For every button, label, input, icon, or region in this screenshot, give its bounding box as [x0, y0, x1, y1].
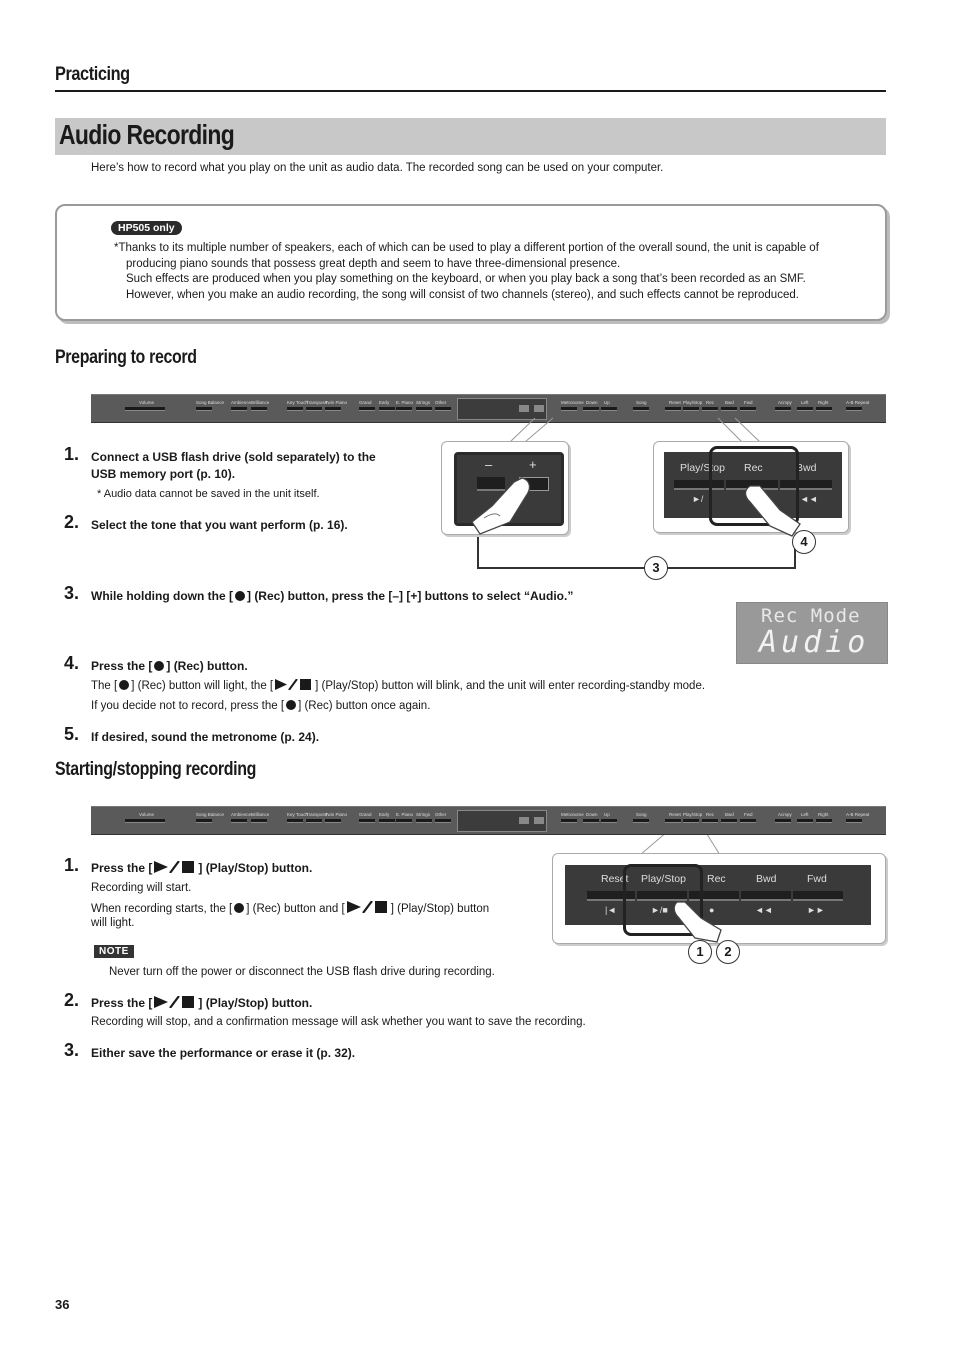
- step-text-line: [91, 658, 248, 675]
- lcd-line-2: Audio: [759, 625, 870, 660]
- marker-4: 4: [792, 530, 816, 554]
- step-number: 2.: [64, 512, 80, 532]
- panel-label-brilliance: Brilliance: [251, 812, 270, 817]
- panel-label-reset: Reset: [669, 812, 681, 817]
- rec-symbol: ●: [709, 905, 715, 915]
- model-badge: HP505 only: [111, 221, 182, 235]
- bwd-symbol: ◄◄: [755, 905, 773, 915]
- panel-button: [325, 819, 341, 823]
- step-note: * Audio data cannot be saved in the unit itself.: [97, 488, 320, 500]
- step-text: If desired, sound the metronome (p. 24).: [91, 730, 320, 744]
- panel-button: [816, 819, 832, 823]
- panel-label-fwd: Fwd: [744, 812, 753, 817]
- step-body-line: [91, 901, 489, 917]
- intro-text: Here’s how to record what you play on the unit as audio data. The recorded song can be used on your computer.: [91, 162, 664, 174]
- page-title: Audio Recording: [59, 119, 235, 150]
- fwd-label: Fwd: [807, 873, 827, 885]
- panel-label-ab-repeat: A-B Repeat: [846, 400, 870, 405]
- panel-button: [306, 819, 322, 823]
- panel-label-grand: Grand: [359, 812, 372, 817]
- panel-button: [740, 819, 756, 823]
- panel-label-other: Other: [435, 400, 447, 405]
- body-text: The [: [91, 680, 118, 692]
- panel-label-bwd: Bwd: [725, 812, 734, 817]
- step-text: Press the [: [91, 659, 153, 673]
- panel-label-left: Left: [801, 400, 809, 405]
- panel-label-epiano: E. Piano: [396, 812, 414, 817]
- panel-label-strings: Strings: [416, 400, 431, 405]
- lcd-display: [736, 602, 888, 664]
- panel-label-left: Left: [801, 812, 809, 817]
- panel-label-acmpy: Acmpy: [778, 400, 792, 405]
- play-stop-label: Play/Stop: [641, 873, 686, 885]
- panel-label-fwd: Fwd: [744, 400, 753, 405]
- reset-label: Reset: [601, 873, 629, 885]
- plus-label: +: [529, 457, 537, 472]
- note-line-2: producing piano sounds that possess great depth and seem to have three-dimensional presence.: [126, 258, 621, 270]
- panel-label-early: Early: [379, 812, 390, 817]
- lcd-line-1: Rec Mode: [761, 605, 861, 627]
- note-line-1: *Thanks to its multiple number of speakers, each of which can be used to play a different portion of the overall sound, the unit is capable of: [114, 242, 819, 254]
- body-text: ] (Rec) button and [: [246, 903, 345, 915]
- panel-label-song-balance: Song Balance: [196, 812, 225, 817]
- step-body-line: [91, 699, 430, 714]
- panel-label-song-balance: Song Balance: [196, 400, 225, 405]
- panel-label-twin-piano: Twin Piano: [325, 812, 348, 817]
- note-tag: NOTE: [94, 945, 134, 958]
- bwd-label: Bwd: [756, 873, 777, 885]
- panel-label-volume: Volume: [139, 812, 155, 817]
- panel-label-up: Up: [604, 400, 610, 405]
- panel-label-up: Up: [604, 812, 610, 817]
- callout-rec: [653, 441, 849, 533]
- fwd-symbol: ►►: [807, 905, 825, 915]
- finger-icon: [671, 900, 731, 944]
- panel-label-song: Song: [636, 812, 647, 817]
- body-text: If you decide not to record, press the [: [91, 700, 285, 712]
- callout-play-stop: [552, 853, 886, 944]
- play-stop-icon: [154, 861, 196, 873]
- panel-label-ambience: Ambience: [231, 400, 252, 405]
- panel-button: [416, 819, 432, 823]
- body-text: ] (Play/Stop) button will blink, and the unit will enter recording-standby mode.: [315, 680, 706, 692]
- rec-dot-icon: [119, 680, 129, 690]
- panel-button: [633, 819, 649, 823]
- panel-button: [231, 819, 247, 823]
- panel-label-epiano: E. Piano: [396, 400, 414, 405]
- reset-symbol: |◄: [605, 905, 617, 915]
- bwd-label: Bwd: [796, 462, 817, 474]
- panel-label-other: Other: [435, 812, 447, 817]
- step-text: ] (Play/Stop) button.: [198, 996, 313, 1010]
- panel-label-metronome: Metronome: [561, 812, 584, 817]
- panel-button: [396, 819, 412, 823]
- panel-button: [196, 819, 212, 823]
- panel-label-key-touch: Key Touch: [287, 812, 308, 817]
- panel-label-song: Song: [636, 400, 647, 405]
- rec-dot-icon: [234, 903, 244, 913]
- body-text: When recording starts, the [: [91, 903, 233, 915]
- panel-label-down: Down: [586, 812, 598, 817]
- section-heading: Practicing: [55, 64, 130, 85]
- panel-label-acmpy: Acmpy: [778, 812, 792, 817]
- step-number: 5.: [64, 724, 80, 744]
- step-number: 2.: [64, 990, 80, 1010]
- bwd-key: [741, 891, 791, 901]
- panel-button: [561, 819, 577, 823]
- panel-button: [683, 819, 699, 823]
- panel-label-early: Early: [379, 400, 390, 405]
- panel-button: [775, 819, 791, 823]
- play-stop-icon: [275, 679, 313, 690]
- panel-label-rec: Rec: [706, 812, 715, 817]
- play-stop-icon: [154, 996, 196, 1008]
- play-stop-icon: [347, 901, 389, 913]
- fwd-key: [793, 891, 843, 901]
- panel-label-transpose: Transpose: [306, 400, 328, 405]
- rec-dot-icon: [235, 591, 245, 601]
- rec-label: Rec: [744, 462, 763, 474]
- panel-label-right: Right: [818, 400, 829, 405]
- panel-label-grand: Grand: [359, 400, 372, 405]
- step-text: Either save the performance or erase it (p. 32).: [91, 1046, 356, 1060]
- panel-label-reset: Reset: [669, 400, 681, 405]
- step-text: ] (Rec) button.: [166, 659, 248, 673]
- panel-label-brilliance: Brilliance: [251, 400, 270, 405]
- panel-label-twin-piano: Twin Piano: [325, 400, 348, 405]
- step-text: USB memory port (p. 10).: [91, 467, 236, 481]
- panel-label-play-stop: Play/Stop: [683, 400, 703, 405]
- volume-slider: [125, 819, 165, 823]
- panel-button: [702, 819, 718, 823]
- panel-label-rec: Rec: [706, 400, 715, 405]
- note-line-4: However, when you make an audio recording, the song will consist of two channels (stereo), and such effects cannot be reproduced.: [126, 289, 799, 301]
- step-text: Select the tone that you want perform (p. 16).: [91, 518, 348, 532]
- callout-minus-plus: [441, 441, 569, 535]
- panel-label-volume: Volume: [139, 400, 155, 405]
- panel-button: [665, 819, 681, 823]
- plus-button: [534, 817, 544, 824]
- panel-button: [359, 819, 375, 823]
- step-number: 3.: [64, 583, 80, 603]
- body-text: ] (Rec) button will light, the [: [131, 680, 274, 692]
- panel-button: [251, 819, 267, 823]
- page-number: 36: [55, 1297, 70, 1312]
- marker-1: 1: [688, 940, 712, 964]
- panel-label-down: Down: [586, 400, 598, 405]
- play-stop-symbol: ►/: [692, 494, 704, 504]
- panel-label-ab-repeat: A-B Repeat: [846, 812, 870, 817]
- step-text-line: [91, 995, 312, 1012]
- panel-label-right: Right: [818, 812, 829, 817]
- panel-button: [379, 819, 395, 823]
- body-text: will light.: [91, 917, 135, 929]
- step-text-line: [91, 588, 573, 605]
- step-text: Connect a USB flash drive (sold separately) to the: [91, 450, 376, 464]
- panel-button: [721, 819, 737, 823]
- body-text: Recording will stop, and a confirmation message will ask whether you want to save the recording.: [91, 1016, 586, 1028]
- panel-label-strings: Strings: [416, 812, 431, 817]
- step-text: Press the [: [91, 861, 153, 875]
- marker-3: 3: [644, 556, 668, 580]
- control-panel-illustration: [91, 806, 886, 835]
- step-number: 3.: [64, 1040, 80, 1060]
- panel-button: [287, 819, 303, 823]
- body-text: Recording will start.: [91, 882, 192, 894]
- step-number: 1.: [64, 855, 80, 875]
- panel-button: [601, 819, 617, 823]
- marker-2: 2: [716, 940, 740, 964]
- panel-button: [435, 819, 451, 823]
- panel-label-bwd: Bwd: [725, 400, 734, 405]
- panel-label-play-stop: Play/Stop: [683, 812, 703, 817]
- play-stop-symbol: ►/■: [651, 905, 668, 915]
- minus-label: –: [485, 457, 493, 472]
- step-text: While holding down the [: [91, 589, 233, 603]
- note-text: Never turn off the power or disconnect the USB flash drive during recording.: [109, 966, 495, 978]
- panel-label-key-touch: Key Touch: [287, 400, 308, 405]
- finger-icon: [470, 476, 550, 536]
- starting-heading: Starting/stopping recording: [55, 759, 257, 780]
- note-line-3: Such effects are produced when you play something on the keyboard, or when you play back a song that’s been recorded as an SMF.: [126, 273, 806, 285]
- body-text: ] (Rec) button once again.: [298, 700, 431, 712]
- rec-dot-icon: [154, 661, 164, 671]
- panel-label-ambience: Ambience: [231, 812, 252, 817]
- step-text: Press the [: [91, 996, 153, 1010]
- panel-label-transpose: Transpose: [306, 812, 328, 817]
- play-stop-label: Play/Stop: [680, 462, 725, 474]
- step-text: ] (Play/Stop) button.: [198, 861, 313, 875]
- panel-button: [797, 819, 813, 823]
- rec-label: Rec: [707, 873, 726, 885]
- step-number: 1.: [64, 444, 80, 464]
- step-text: ] (Rec) button, press the [–] [+] buttons to select “Audio.”: [246, 589, 574, 603]
- panel-button: [846, 819, 862, 823]
- minus-button: [519, 817, 529, 824]
- body-text: ] (Play/Stop) button: [390, 903, 490, 915]
- preparing-heading: Preparing to record: [55, 347, 197, 368]
- step-body-line: [91, 679, 705, 694]
- bwd-symbol: ◄◄: [800, 494, 818, 504]
- step-number: 4.: [64, 653, 80, 673]
- panel-label-metronome: Metronome: [561, 400, 584, 405]
- panel-button: [583, 819, 599, 823]
- rec-dot-icon: [286, 700, 296, 710]
- step-text-line: [91, 860, 312, 877]
